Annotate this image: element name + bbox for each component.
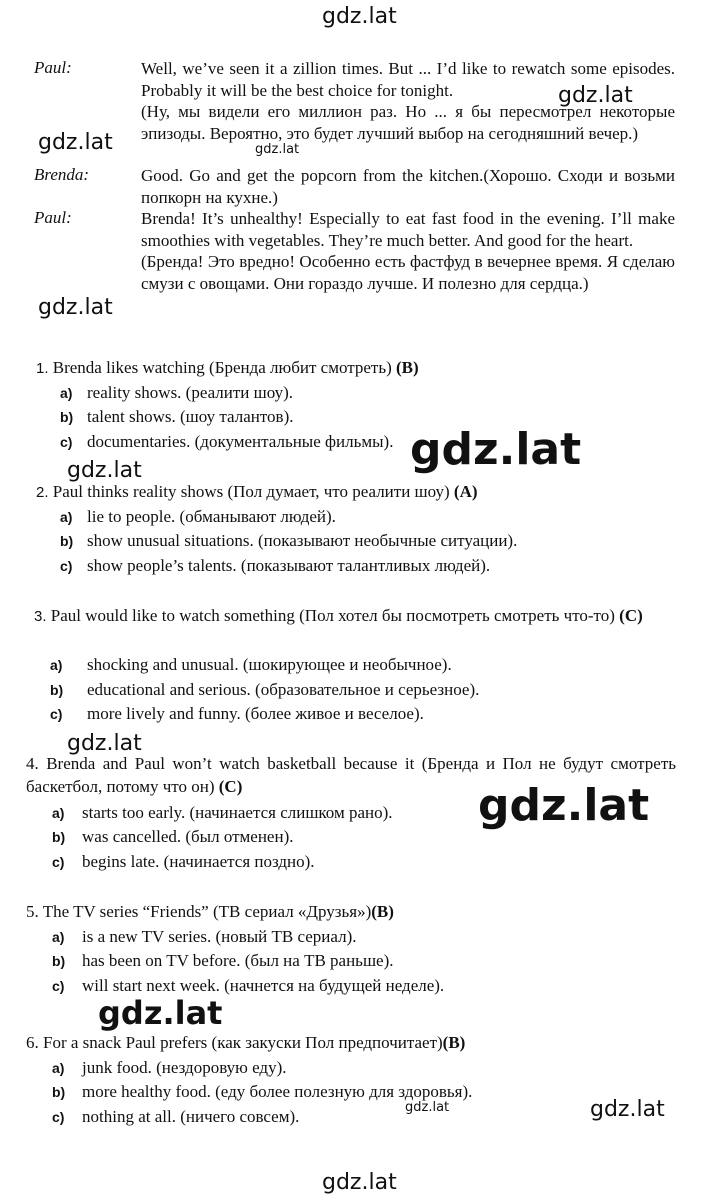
option-text: begins late. (начинается поздно). <box>82 852 315 871</box>
option-text: documentaries. (документальные фильмы). <box>87 432 394 451</box>
dialogue-english: Brenda! It’s unhealthy! Especially to eat fast food in the evening. I’ll make smoothies with vegetables. They’re much better. And good for the heart. <box>141 209 675 250</box>
option-a <box>52 1058 286 1078</box>
answer-key: (C) <box>619 606 643 625</box>
question-text: Paul thinks reality shows (Пол думает, что реалити шоу) <box>52 482 450 501</box>
question-number: 3. <box>34 608 47 625</box>
watermark: gdz.lat <box>38 130 113 155</box>
watermark-large: gdz.lat <box>478 780 650 831</box>
watermark-large: gdz.lat <box>410 424 582 475</box>
option-text: more healthy food. (еду более полезную для здоровья). <box>82 1082 473 1101</box>
option-b <box>60 531 517 551</box>
option-letter: a) <box>52 929 65 945</box>
option-letter: b) <box>60 533 74 549</box>
option-text: talent shows. (шоу талантов). <box>87 407 294 426</box>
option-text: junk food. (нездоровую еду). <box>82 1058 287 1077</box>
watermark-bottom: gdz.lat <box>322 1170 397 1195</box>
option-c <box>52 1107 299 1127</box>
watermark-top: gdz.lat <box>322 4 397 29</box>
option-letter: b) <box>50 682 64 698</box>
option-text: starts too early. (начинается слишком рано). <box>82 803 393 822</box>
question-stem <box>26 902 394 922</box>
option-b <box>52 827 294 847</box>
option-a <box>52 803 393 823</box>
question-stem <box>26 1033 465 1053</box>
option-text: show people’s talents. (показывают талантливых людей). <box>87 556 491 575</box>
option-text: show unusual situations. (показывают необычные ситуации). <box>87 531 518 550</box>
option-text: will start next week. (начнется на будущей неделе). <box>82 976 445 995</box>
option-a <box>50 655 452 675</box>
option-text: nothing at all. (ничего совсем). <box>82 1107 300 1126</box>
option-c <box>52 852 315 872</box>
option-b <box>50 680 479 700</box>
option-b <box>52 1082 472 1102</box>
option-b <box>60 407 293 427</box>
watermark: gdz.lat <box>38 295 113 320</box>
dialogue-text <box>141 58 675 144</box>
option-letter: a) <box>52 1060 65 1076</box>
question-text: Paul would like to watch something (Пол хотел бы посмотреть смотреть что-то) <box>50 606 615 625</box>
watermark: gdz.lat <box>590 1097 665 1122</box>
option-letter: c) <box>60 558 73 574</box>
answer-key: (B) <box>396 358 419 377</box>
watermark: gdz.lat <box>67 458 142 483</box>
answer-key: (B) <box>442 1033 466 1052</box>
speaker-name: Paul: <box>34 208 72 227</box>
option-text: lie to people. (обманывают людей). <box>87 507 336 526</box>
option-letter: b) <box>60 409 74 425</box>
dialogue-text <box>141 208 675 294</box>
dialogue-english: Well, we’ve seen it a zillion times. But ... I’d like to rewatch some episodes. Probably it will be the best choice for tonight. <box>141 59 675 100</box>
dialogue-translation: (Бренда! Это вредно! Особенно есть фастфуд в вечернее время. Я сделаю смузи с овощами. Они гораздо лучше. И полезно для сердца.) <box>141 252 675 293</box>
question-number: 4. <box>26 754 39 773</box>
option-c <box>50 704 424 724</box>
watermark: gdz.lat <box>558 83 633 108</box>
option-letter: c) <box>52 1109 65 1125</box>
option-c <box>60 432 393 452</box>
option-letter: c) <box>60 434 73 450</box>
question-text: Brenda likes watching (Бренда любит смотреть) <box>52 358 392 377</box>
watermark: gdz.lat <box>255 142 300 157</box>
option-b <box>52 951 394 971</box>
option-letter: b) <box>52 829 66 845</box>
question-stem <box>26 752 676 798</box>
question-text: The TV series “Friends” (ТВ сериал «Друзья») <box>42 902 372 921</box>
watermark: gdz.lat <box>405 1100 450 1115</box>
option-a <box>52 927 356 947</box>
option-letter: b) <box>52 1084 66 1100</box>
option-a <box>60 383 293 403</box>
option-letter: a) <box>60 509 73 525</box>
option-text: is a new TV series. (новый ТВ сериал). <box>82 927 357 946</box>
option-text: reality shows. (реалити шоу). <box>87 383 294 402</box>
option-letter: b) <box>52 953 66 969</box>
option-letter: a) <box>52 805 65 821</box>
question-text: For a snack Paul prefers (как закуски Пол предпочитает) <box>43 1033 443 1052</box>
option-text: educational and serious. (образовательное и серьезное). <box>87 680 480 699</box>
answer-key: (C) <box>218 777 243 796</box>
option-text: was cancelled. (был отменен). <box>82 827 294 846</box>
option-letter: c) <box>50 706 63 722</box>
question-stem <box>34 604 676 628</box>
option-text: has been on TV before. (был на ТВ раньше). <box>82 951 394 970</box>
question-number: 6. <box>26 1033 39 1052</box>
option-letter: a) <box>60 385 73 401</box>
option-letter: c) <box>52 978 65 994</box>
option-a <box>60 507 336 527</box>
question-number: 1. <box>36 360 49 377</box>
speaker-name: Paul: <box>34 58 72 77</box>
option-text: more lively and funny. (более живое и веселое). <box>87 704 424 723</box>
answer-key: (B) <box>371 902 394 921</box>
question-number: 5. <box>26 902 39 921</box>
option-c <box>60 556 490 576</box>
watermark-large: gdz.lat <box>98 994 223 1032</box>
question-number: 2. <box>36 484 49 501</box>
dialogue-text: Good. Go and get the popcorn from the kitchen.(Хорошо. Сходи и возьми попкорн на кухне.) <box>141 166 675 207</box>
question-stem <box>36 358 419 378</box>
option-letter: a) <box>50 657 63 673</box>
question-stem <box>36 482 478 502</box>
question-text: Brenda and Paul won’t watch basketball because it (Бренда и Пол не будут смотреть баскетбол, потому что он) <box>26 754 676 796</box>
speaker-name: Brenda: <box>34 165 90 184</box>
option-c <box>52 976 444 996</box>
watermark: gdz.lat <box>67 731 142 756</box>
answer-key: (A) <box>453 482 478 501</box>
dialogue-translation: (Ну, мы видели его миллион раз. Но ... я бы пересмотрел некоторые эпизоды. Вероятно, это будет лучший выбор на сегодняшний вечер.) <box>141 102 675 143</box>
option-letter: c) <box>52 854 65 870</box>
option-text: shocking and unusual. (шокирующее и необычное). <box>87 655 452 674</box>
